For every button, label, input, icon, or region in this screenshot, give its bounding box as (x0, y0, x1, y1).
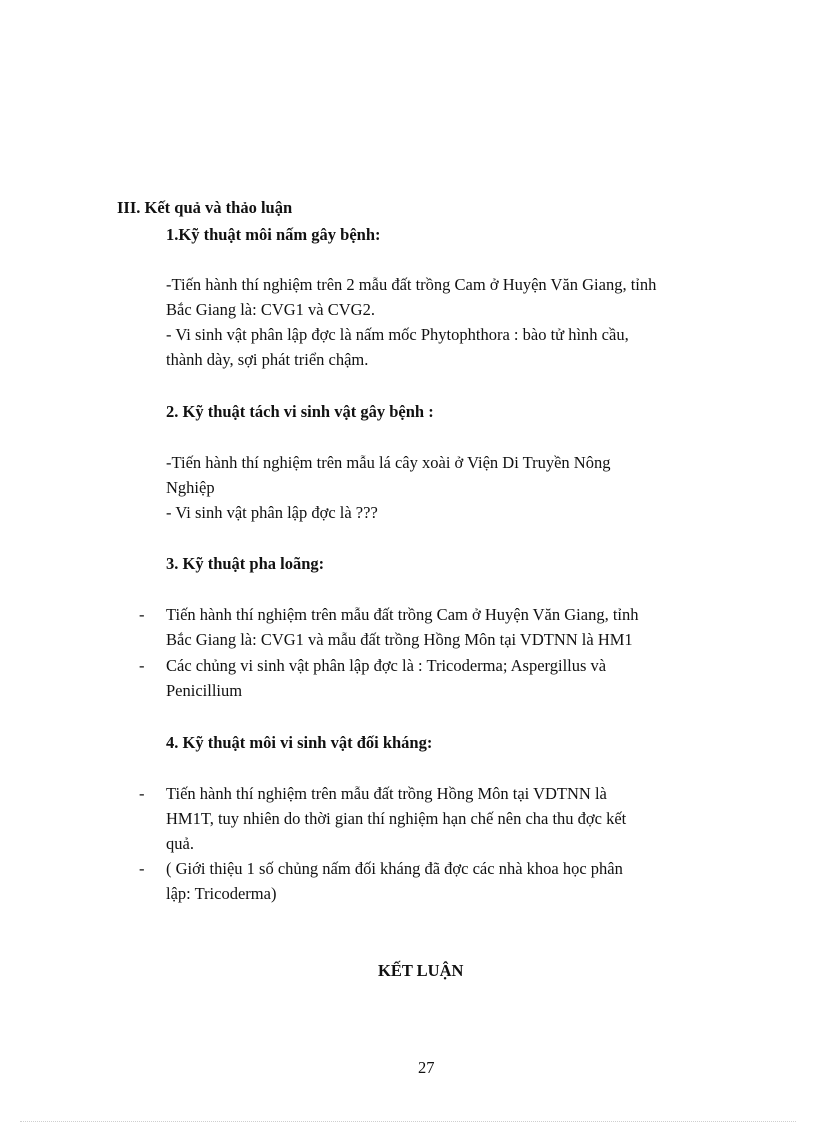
section-heading: III. Kết quả và thảo luận (117, 198, 293, 217)
subsection-2-para-1-line-1: -Tiến hành thí nghiệm trên mẫu lá cây xoài ở Viện Di Truyền Nông (166, 453, 611, 472)
subsection-4-bullet-2-line-1: ( Giới thiệu 1 số chủng nấm đối kháng đã đợc các nhà khoa học phân (166, 859, 623, 878)
page-bottom-border (20, 1121, 796, 1122)
subsection-1-heading: 1.Kỹ thuật môi nấm gây bệnh: (166, 225, 381, 244)
subsection-4-heading: 4. Kỹ thuật môi vi sinh vật đối kháng: (166, 733, 433, 752)
bullet-marker: - (139, 605, 145, 624)
conclusion-heading: KẾT LUẬN (378, 961, 464, 980)
bullet-marker: - (139, 859, 145, 878)
subsection-4-bullet-1-line-2: HM1T, tuy nhiên do thời gian thí nghiệm hạn chế nên cha thu đợc kết (166, 809, 627, 828)
subsection-2-para-1-line-2: Nghiệp (166, 478, 215, 497)
subsection-1-para-1-line-1: -Tiến hành thí nghiệm trên 2 mẫu đất trồng Cam ở Huyện Văn Giang, tỉnh (166, 275, 657, 294)
subsection-3-bullet-1-line-1: Tiến hành thí nghiệm trên mẫu đất trồng Cam ở Huyện Văn Giang, tỉnh (166, 605, 639, 624)
subsection-3-bullet-1-line-2: Bắc Giang là: CVG1 và mẫu đất trồng Hồng Môn tại VDTNN là HM1 (166, 630, 633, 649)
bullet-marker: - (139, 656, 145, 675)
subsection-1-para-1-line-2: Bắc Giang là: CVG1 và CVG2. (166, 300, 375, 319)
bullet-marker: - (139, 784, 145, 803)
subsection-3-heading: 3. Kỹ thuật pha loãng: (166, 554, 325, 573)
subsection-1-para-2-line-1: - Vi sinh vật phân lập đợc là nấm mốc Phytophthora : bào tử hình cầu, (166, 325, 629, 344)
subsection-4-bullet-2-line-2: lập: Tricoderma) (166, 884, 277, 903)
subsection-1-para-2-line-2: thành dày, sợi phát triển chậm. (166, 350, 369, 369)
subsection-3-bullet-2-line-1: Các chủng vi sinh vật phân lập đợc là : Tricoderma; Aspergillus và (166, 656, 607, 675)
subsection-2-heading: 2. Kỹ thuật tách vi sinh vật gây bệnh : (166, 402, 434, 421)
subsection-4-bullet-1-line-1: Tiến hành thí nghiệm trên mẫu đất trồng Hồng Môn tại VDTNN là (166, 784, 607, 803)
subsection-4-bullet-1-line-3: quả. (166, 834, 194, 853)
subsection-3-bullet-2-line-2: Penicillium (166, 681, 243, 700)
page-number: 27 (418, 1058, 435, 1077)
subsection-2-para-2-line-1: - Vi sinh vật phân lập đợc là ??? (166, 503, 378, 522)
